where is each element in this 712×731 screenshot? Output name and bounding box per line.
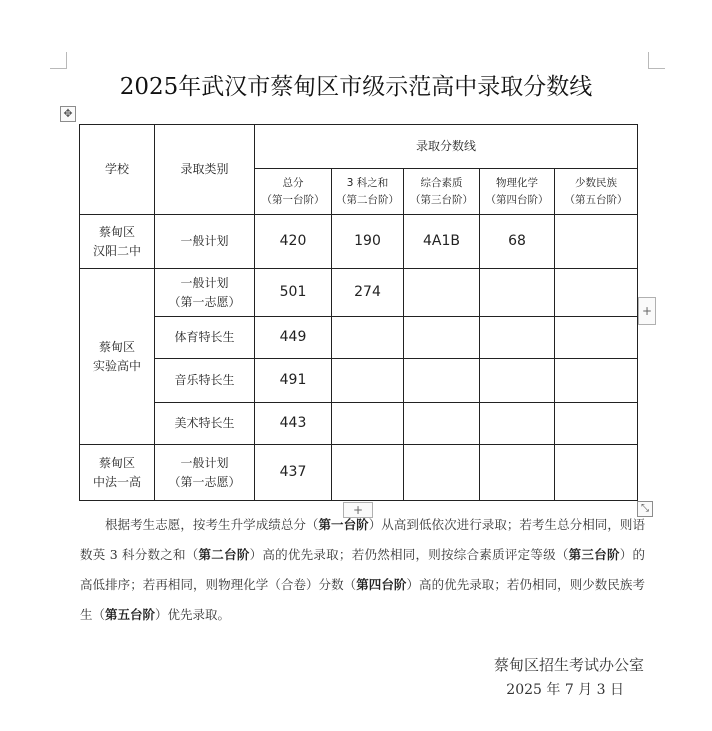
total-score-cell: 420	[255, 215, 332, 269]
school-name-line1: 蔡甸区	[98, 224, 135, 239]
header-col-total-name: 总分	[282, 176, 304, 189]
header-col-physchem-step: （第四台阶）	[485, 193, 549, 206]
physchem-cell	[480, 269, 555, 317]
header-scores: 录取分数线	[255, 125, 638, 169]
issue-date: 2025 年 7 月 3 日	[506, 682, 624, 698]
rule-text: ）高的优先录取；若仍相同，则少数民族考生（	[80, 577, 645, 622]
header-col-three-subjects-step: （第二台阶）	[336, 193, 399, 206]
three-subjects-cell: 190	[332, 215, 404, 269]
three-subjects-cell: 274	[332, 269, 404, 317]
quality-cell	[404, 403, 480, 445]
physchem-cell	[480, 445, 555, 501]
rule-text: ）优先录取。	[155, 607, 231, 622]
quality-cell	[404, 359, 480, 403]
header-col-minority	[555, 169, 638, 215]
physchem-cell	[480, 359, 555, 403]
three-subjects-cell	[332, 403, 404, 445]
school-cell	[80, 215, 155, 269]
physchem-cell	[480, 403, 555, 445]
rule-text: 根据考生志愿，按考生升学成绩总分（	[105, 517, 319, 532]
page-title: 2025年武汉市蔡甸区市级示范高中录取分数线	[119, 74, 593, 100]
minority-cell	[555, 269, 638, 317]
issuing-office: 蔡甸区招生考试办公室	[493, 656, 644, 674]
quality-cell	[404, 317, 480, 359]
category-name: 一般计划	[180, 455, 229, 470]
three-subjects-cell	[332, 445, 404, 501]
header-col-total-step: （第一台阶）	[261, 193, 325, 206]
header-col-total	[255, 169, 332, 215]
physchem-cell	[480, 317, 555, 359]
total-score-cell: 491	[255, 359, 332, 403]
header-col-physchem	[480, 169, 555, 215]
header-col-minority-name: 少数民族	[575, 176, 617, 189]
three-subjects-cell	[332, 317, 404, 359]
category-cell: 美术特长生	[155, 403, 255, 445]
add-column-plus-icon[interactable]: +	[638, 297, 656, 325]
header-col-quality-name: 综合素质	[420, 176, 463, 189]
page-corner-mark-top-left	[50, 52, 67, 69]
header-col-minority-step: （第五台阶）	[564, 193, 628, 206]
rule-step: 第四台阶	[356, 577, 407, 592]
school-name-line2: 汉阳二中	[92, 243, 141, 258]
quality-cell: 4A1B	[404, 215, 480, 269]
category-name: 一般计划	[180, 275, 229, 290]
category-cell	[155, 269, 255, 317]
rule-step: 第二台阶	[198, 547, 250, 562]
quality-cell	[404, 269, 480, 317]
rule-step: 第五台阶	[105, 607, 156, 622]
category-note: （第一志愿）	[168, 294, 241, 309]
minority-cell	[555, 317, 638, 359]
header-col-physchem-name: 物理化学	[496, 176, 538, 189]
minority-cell	[555, 359, 638, 403]
quality-cell	[404, 445, 480, 501]
school-name-line1: 蔡甸区	[98, 339, 135, 354]
three-subjects-cell	[332, 359, 404, 403]
header-col-quality	[404, 169, 480, 215]
table-resize-icon[interactable]: ⤡	[637, 501, 653, 517]
header-school: 学校	[80, 125, 155, 215]
total-score-cell: 437	[255, 445, 332, 501]
rule-text: ）从高到低依次进行录取；若考生总分相同，则语数英 3 科分数之和（	[80, 517, 645, 562]
school-name-line1: 蔡甸区	[98, 455, 135, 470]
rule-step: 第一台阶	[318, 517, 369, 532]
category-cell: 体育特长生	[155, 317, 255, 359]
header-col-three-subjects	[332, 169, 404, 215]
school-cell	[80, 269, 155, 445]
rule-text: ）高的优先录取；若仍然相同，则按综合素质评定等级（	[249, 547, 569, 562]
category-cell	[155, 445, 255, 501]
rule-text: ）的高低排序；若再相同，则物理化学（合卷）分数（	[80, 547, 645, 592]
total-score-cell: 443	[255, 403, 332, 445]
header-category: 录取类别	[155, 125, 255, 215]
physchem-cell: 68	[480, 215, 555, 269]
table-move-icon[interactable]: ✥	[60, 106, 76, 122]
rule-step: 第三台阶	[568, 547, 620, 562]
school-cell	[80, 445, 155, 501]
category-note: （第一志愿）	[168, 474, 241, 489]
header-col-quality-step: （第三台阶）	[410, 193, 473, 206]
category-cell: 一般计划	[155, 215, 255, 269]
add-row-plus-icon[interactable]: +	[343, 502, 373, 518]
admission-rules-paragraph	[80, 510, 645, 630]
minority-cell	[555, 215, 638, 269]
page-corner-mark-top-right	[648, 52, 665, 69]
school-name-line2: 中法一高	[92, 474, 141, 489]
category-cell: 音乐特长生	[155, 359, 255, 403]
minority-cell	[555, 445, 638, 501]
total-score-cell: 501	[255, 269, 332, 317]
score-table	[79, 124, 638, 501]
total-score-cell: 449	[255, 317, 332, 359]
minority-cell	[555, 403, 638, 445]
header-col-three-subjects-name: 3 科之和	[346, 176, 389, 189]
school-name-line2: 实验高中	[92, 358, 141, 373]
